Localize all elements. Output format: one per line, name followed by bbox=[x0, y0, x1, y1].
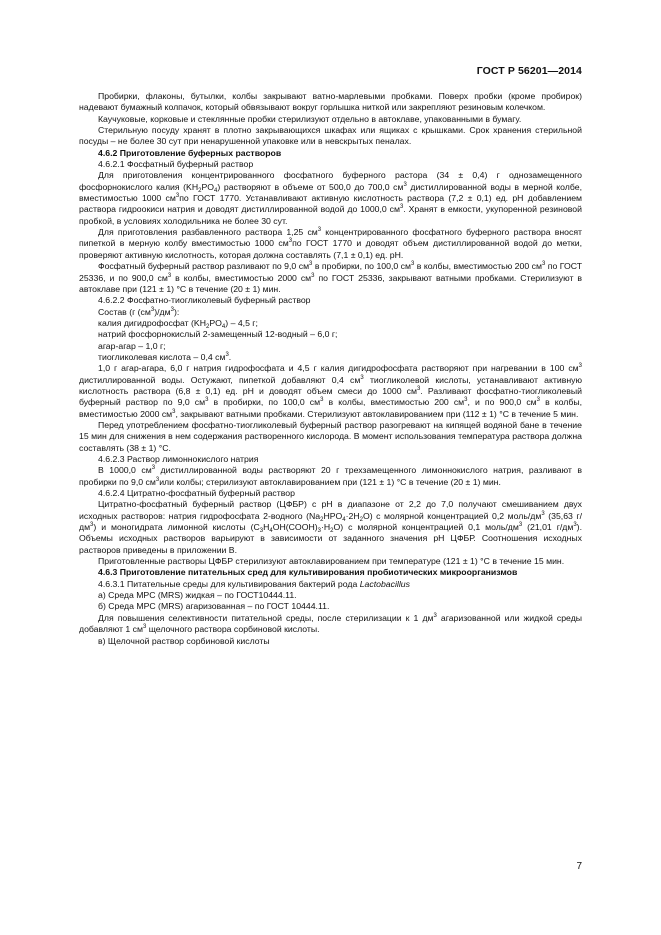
paragraph: Стерильную посуду хранят в плотно закрывающихся шкафах или ящиках с крышками. Срок хранения стерильной посуды – не более 30 сут при ненарушенной упаковке или в невскрытых пеналах. bbox=[79, 125, 582, 147]
composition-intro: Состав (г $(см^3)/дм^3$): bbox=[98, 306, 180, 317]
page-number: 7 bbox=[576, 861, 582, 872]
composition-item: агар-агар – 1,0 г; bbox=[98, 340, 166, 351]
paragraph: Цитратно-фосфатный буферный раствор (ЦФБР) с pH в диапазоне от 2,2 до 7,0 получают смешиванием двух исходных растворов: натрия гидрофосфата 2-водного $(Na_2HPO_4\cdot 2H_2O)$ с молярной концентрацией 0,2 моль/$дм^3$ (35,63 $г/дм^3$) и моногидрата лимонной кислоты $(C_3H_4OH(COOH)_3\cdot H_2O)$ с молярной концентрацией 0,1 моль/$дм^3$ (21,01 $г/дм^3$). Объемы исходных растворов варьируют в зависимости от заданного значения pH ЦФБР. Соотношения исходных растворов приведены в приложении В. bbox=[79, 499, 583, 555]
list-item: б) Среда MPC (MRS) агаризованная – по ГОСТ 10444.11. bbox=[98, 601, 330, 612]
subsection-heading: 4.6.2.4 Цитратно-фосфатный буферный раствор bbox=[98, 488, 295, 499]
section-heading: 4.6.3 Приготовление питательных сред для культивирования пробиотических микроорганизмов bbox=[98, 567, 518, 578]
paragraph: Каучуковые, корковые и стеклянные пробки стерилизуют отдельно в автоклаве, упакованными в бумагу. bbox=[98, 113, 522, 124]
subsection-heading: 4.6.2.1 Фосфатный буферный раствор bbox=[98, 159, 254, 170]
composition-item: натрий фосфорнокислый 2-замещенный 12-водный – 6,0 г; bbox=[98, 329, 338, 340]
document-body bbox=[79, 91, 582, 647]
paragraph: В 1000,0 $см^3$ дистиллированной воды растворяют 20 г трехзамещенного лимоннокислого натрия, разливают в пробирки по 9,0 $см^3или$ колбы; стерилизуют автоклавированием при (121 ± 1) °С в течение (20 ± 1) мин. bbox=[79, 465, 582, 487]
paragraph: Пробирки, флаконы, бутылки, колбы закрывают ватно-марлевыми пробками. Поверх пробки (кроме пробирок) надевают бумажный колпачок, который обвязывают вокруг горлышка ниткой или закрепляют резиновым колечком. bbox=[79, 91, 582, 113]
composition-item: тиогликолевая кислота – 0,4 $см^3$. bbox=[98, 351, 232, 362]
composition-item: калия дигидрофосфат $(KH_2PO_4) - 4,5$ г; bbox=[98, 317, 258, 330]
paragraph: Фосфатный буферный раствор разливают по 9,0 $см^3$ в пробирки, по 100,0 $см^3$ в колбы, вместимостью 200 $см^3$ по ГОСТ 25336, и по 900,0 $см^3$ в колбы, вместимостью 2000 $см^3$ по ГОСТ 25336, закрывают ватными пробками. Стерилизуют в автоклаве при (121 ± 1) °С в течение (20 ± 1) мин. bbox=[79, 261, 583, 294]
list-item: в) Щелочной раствор сорбиновой кислоты bbox=[98, 635, 270, 646]
subsection-heading: 4.6.2.2 Фосфатно-тиогликолевый буферный раствор bbox=[98, 295, 311, 306]
paragraph: Для приготовления концентрированного фосфатного буферного растора (34 ± 0,4) г однозамещенного фосфорнокислого калия $(KH_2PO_4)$ растворяют в объеме от 500,0 до 700,0 $см^3$ дистиллированной воды в мерной колбе, вместимостью 1000 $см^3по$ ГОСТ 1770. Устанавливают активную кислотность раствора (7,2 ± 0,1) ед. pH добавлением раствора гидроокиси натрия и доводят дистиллированной водой до 1000,0 $см^3$. Хранят в емкости, укупоренной резиновой пробкой, в условиях холодильника не более 30 сут. bbox=[79, 170, 582, 226]
paragraph: 1,0 г агар-агара, 6,0 г натрия гидрофосфата и 4,5 г калия дигидрофосфата растворяют при нагревании в 100 $см^3$ дистиллированной воды. Остужают, пипеткой добавляют 0,4 $см^3$ тиогликолевой кислоты, устанавливают активную кислотность раствора (6,8 ± 0,1) ед. pH и доводят объем смеси до 1000 $см^3$. Разливают фосфатно-тиогликолевый буферный раствор по 9,0 $см^3$ в пробирки, по 100,0 $см^3$ в колбы, вместимостью 200 $см^3$, и по 900,0 $см^3$ в колбы, вместимостью 2000 $см^3$, закрывают ватными пробками. Стерилизуют автоклавированием при (112 ± 1) °С в течение 5 мин. bbox=[79, 363, 582, 419]
list-item: а) Среда MPC (MRS) жидкая – по ГОСТ10444.11. bbox=[98, 590, 297, 601]
section-heading: 4.6.2 Приготовление буферных растворов bbox=[98, 147, 282, 158]
subsection-heading: 4.6.2.3 Раствор лимоннокислого натрия bbox=[98, 454, 259, 464]
paragraph: Приготовленные растворы ЦФБР стерилизуют автоклавированием при температуре (121 ± 1) °С в течение 15 мин. bbox=[98, 556, 565, 567]
document-header: ГОСТ Р 56201—2014 bbox=[476, 65, 582, 77]
subsection-heading: 4.6.3.1 Питательные среды для культивирования бактерий рода Lactobacillus bbox=[98, 578, 410, 589]
paragraph: Перед употреблением фосфатно-тиогликолевый буферный раствор разогревают на кипящей водяной бане в течение 15 мин для снижения в нем содержания растворенного кислорода. В момент использования температура раствора должна составлять (38 ± 1) °С. bbox=[79, 419, 582, 453]
paragraph: Для приготовления разбавленного раствора 1,25 $см^3$ концентрированного фосфатного буферного раствора вносят пипеткой в мерную колбу вместимостью 1000 $см^3по$ ГОСТ 1770 и доводят объем дистиллированной водой до метки, проверяют активную кислотность, которая должна составлять (7,1 ± 0,1) ед. pH. bbox=[79, 227, 583, 260]
paragraph: Для повышения селективности питательной среды, после стерилизации к 1 $дм^3$ агаризованной или жидкой среды добавляют 1 $см^3$ щелочного раствора сорбиновой кислоты. bbox=[79, 612, 583, 635]
